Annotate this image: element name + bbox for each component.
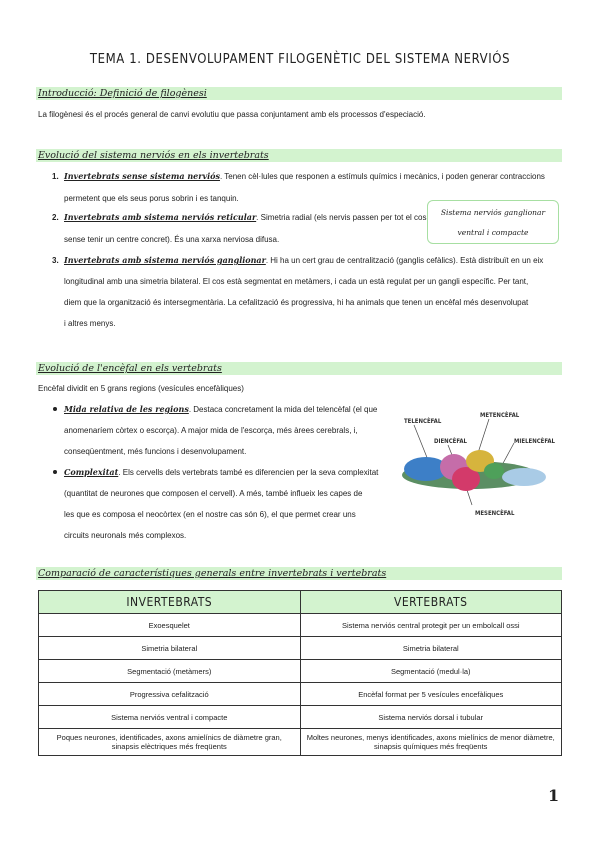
column-header-vertebrates: VERTEBRATS — [300, 591, 562, 614]
comparison-table — [38, 590, 562, 756]
bullet — [53, 470, 57, 474]
intro-text: La filogènesi és el procés general de canvi evolutiu que passa conjuntament amb els processos d'especiació. — [38, 110, 426, 119]
cerebellum-shape — [484, 463, 504, 479]
section-heading-invertebrates: Evolució del sistema nerviós en els invertebrats — [36, 149, 562, 162]
table-cell: Segmentació (medul·la) — [300, 660, 562, 683]
term: Invertebrats sense sistema nerviós — [64, 171, 220, 181]
term: Complexitat — [64, 467, 119, 477]
table-cell: Moltes neurones, menys identificades, axons mielínics de menor diàmetre, sinapsis químiques més freqüents — [300, 729, 562, 756]
column-header-invertebrates: INVERTEBRATS — [39, 591, 301, 614]
section-heading-comparison: Comparació de característiques generals entre invertebrats i vertebrats — [36, 567, 562, 580]
label-diencefal: DIENCÈFAL — [434, 438, 467, 445]
table-cell: Sistema nerviós central protegit per un embolcall ossi — [300, 614, 562, 637]
label-mesencefal: MESENCÈFAL — [475, 510, 515, 517]
table-cell: Sistema nerviós dorsal i tubular — [300, 706, 562, 729]
table-row — [39, 660, 562, 683]
term: Invertebrats amb sistema nerviós ganglionar — [64, 255, 266, 265]
table-cell: Encèfal format per 5 vesícules encefàliques — [300, 683, 562, 706]
table-row — [39, 683, 562, 706]
table-cell: Simetria bilateral — [300, 637, 562, 660]
table-header-row — [39, 591, 562, 614]
table-row — [39, 706, 562, 729]
label-metencefal: METENCÈFAL — [480, 412, 520, 419]
section-heading-introduction: Introducció: Definició de filogènesi — [36, 87, 562, 100]
table-cell: Progressiva cefalització — [39, 683, 301, 706]
myelencephalon-shape — [502, 468, 546, 486]
table-row — [39, 637, 562, 660]
term: Invertebrats amb sistema nerviós reticular — [64, 212, 257, 222]
vertebrates-intro: Encèfal dividit en 5 grans regions (vesícules encefàliques) — [38, 384, 244, 393]
table-cell: Poques neurones, identificades, axons amielínics de diàmetre gran, sinapsis elèctriques més freqüents — [39, 729, 301, 756]
table-cell: Sistema nerviós ventral i compacte — [39, 706, 301, 729]
table-row — [39, 614, 562, 637]
table-cell: Simetria bilateral — [39, 637, 301, 660]
table-row — [39, 729, 562, 756]
table-cell: Exoesquelet — [39, 614, 301, 637]
table-cell: Segmentació (metàmers) — [39, 660, 301, 683]
page-number: 1 — [548, 786, 560, 805]
page-title: TEMA 1. DESENVOLUPAMENT FILOGENÈTIC DEL SISTEMA NERVIÓS — [89, 52, 511, 67]
label-telencefal: TELENCÈFAL — [404, 418, 442, 425]
term: Mida relativa de les regions — [64, 404, 189, 414]
label-mielencefal: MIELENCÈFAL — [514, 438, 555, 445]
margin-note: Sistema nerviós ganglionar ventral i compacte — [427, 200, 559, 244]
section-heading-vertebrates: Evolució de l'encèfal en els vertebrats — [36, 362, 562, 375]
bullet — [53, 407, 57, 411]
